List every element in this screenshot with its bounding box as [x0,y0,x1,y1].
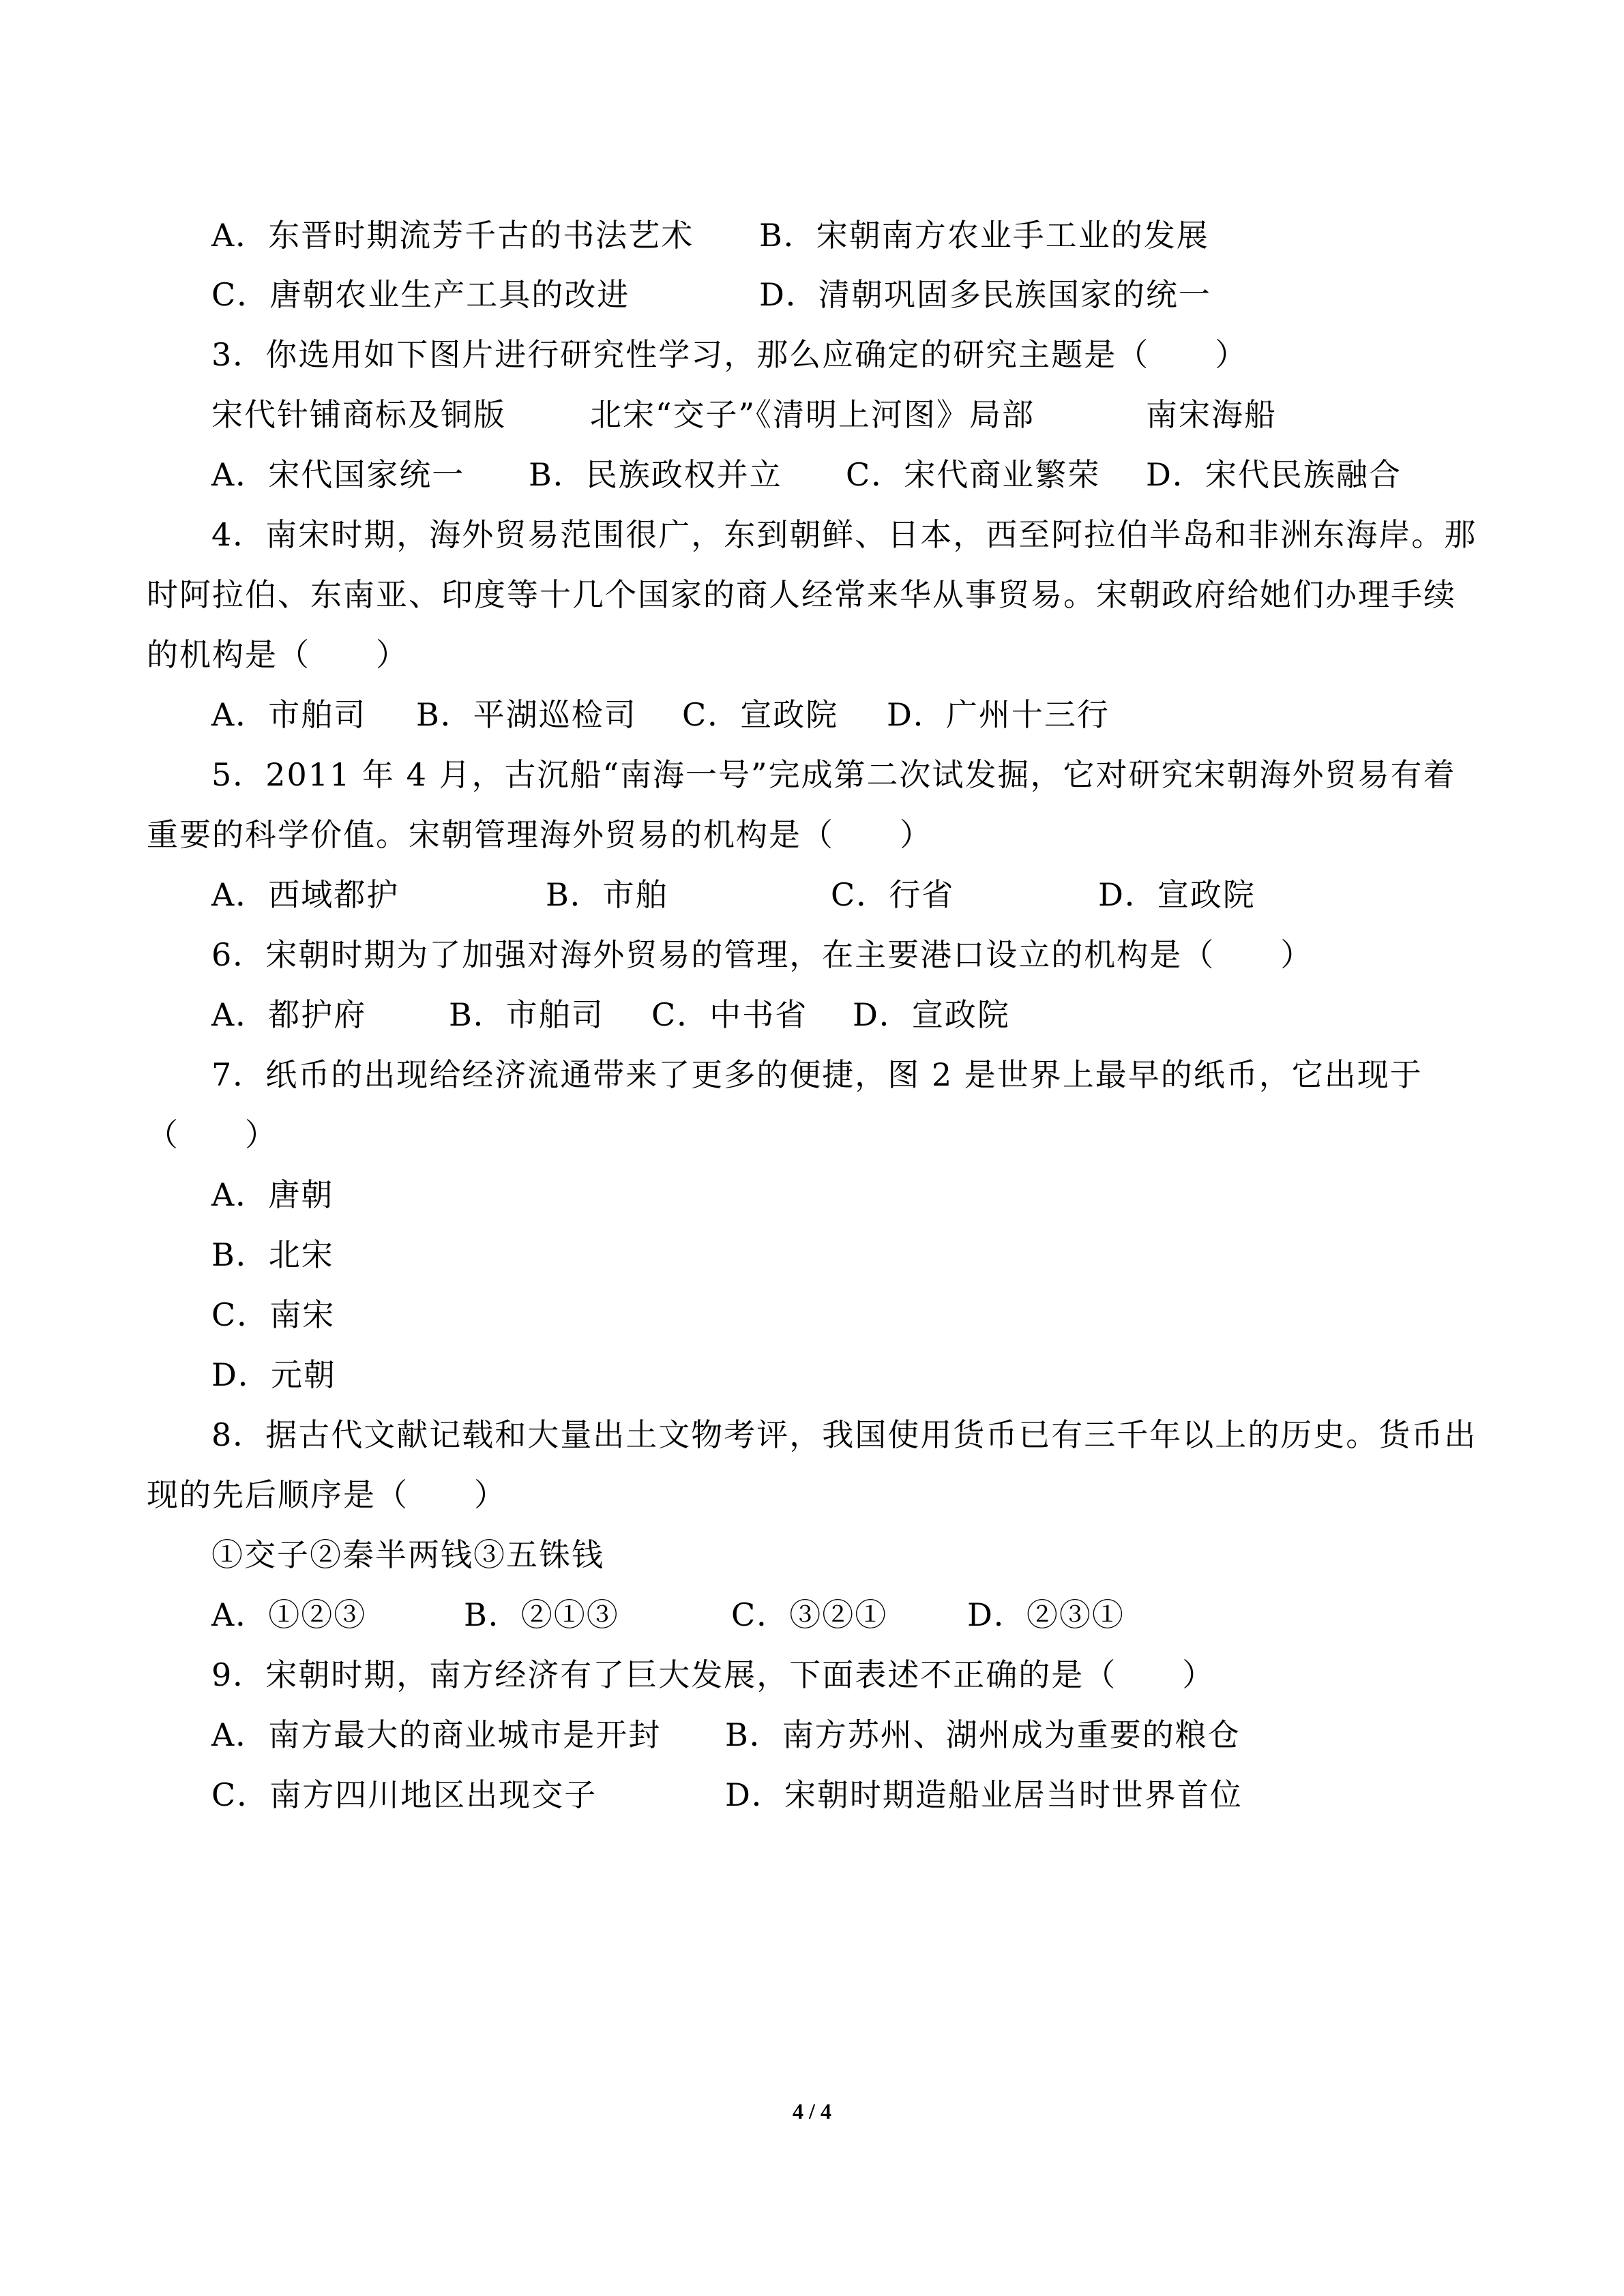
q3-image-caption-3: 南宋海船 [1146,396,1277,433]
q7-option-b: B．北宋 [211,1236,334,1273]
q9-option-d: D．宋朝时期造船业居当时世界首位 [725,1776,1243,1813]
q4-option-d: D．广州十三行 [887,696,1110,733]
q3-image-caption-1: 宋代针铺商标及铜版 [211,396,506,433]
q5-stem-line-2: 重要的科学价值。宋朝管理海外贸易的机构是（ ） [147,816,932,853]
q3-option-c: C．宋代商业繁荣 [846,456,1101,493]
q3-option-d: D．宋代民族融合 [1146,456,1402,493]
q8-items: ①交子②秦半两钱③五铢钱 [211,1536,604,1573]
q4-option-a: A．市舶司 [211,696,367,733]
q6-option-b: B．市舶司 [449,996,604,1033]
q7-option-a: A．唐朝 [211,1176,334,1213]
q5-option-c: C．行省 [831,876,955,913]
q3-stem: 3．你选用如下图片进行研究性学习，那么应确定的研究主题是（ ） [211,336,1248,373]
q8-option-d: D．②③① [967,1596,1125,1633]
q6-stem: 6．宋朝时期为了加强对海外贸易的管理，在主要港口设立的机构是（ ） [211,936,1314,973]
q5-option-d: D．宣政院 [1098,876,1256,913]
q4-option-c: C．宣政院 [682,696,839,733]
q3-image-caption-2: 北宋“交子”《清明上河图》局部 [590,396,1035,433]
q6-option-d: D．宣政院 [853,996,1010,1033]
q5-stem-line-1: 5．2011 年 4 月，古沉船“南海一号”完成第二次试发掘，它对研究宋朝海外贸易有着 [211,756,1456,793]
q8-stem-line-1: 8．据古代文献记载和大量出土文物考评，我国使用货币已有三千年以上的历史。货币出 [211,1416,1477,1453]
q4-stem-line-2: 时阿拉伯、东南亚、印度等十几个国家的商人经常来华从事贸易。宋朝政府给她们办理手续 [147,576,1456,613]
q8-option-c: C．③②① [731,1596,888,1633]
q4-option-b: B．平湖巡检司 [416,696,637,733]
q7-option-c: C．南宋 [211,1296,336,1333]
q8-stem-line-2: 现的先后顺序是（ ） [147,1476,507,1513]
q7-option-d: D．元朝 [211,1356,336,1393]
q3-option-a: A．宋代国家统一 [211,456,465,493]
q6-option-a: A．都护府 [211,996,367,1033]
q8-option-a: A．①②③ [211,1596,367,1633]
q4-stem-line-3: 的机构是（ ） [147,636,409,673]
q5-option-a: A．西域都护 [211,876,400,913]
q9-stem: 9．宋朝时期，南方经济有了巨大发展，下面表述不正确的是（ ） [211,1656,1215,1693]
q2-option-d: D．清朝巩固多民族国家的统一 [759,276,1211,313]
q9-option-b: B．南方苏州、湖州成为重要的粮仓 [725,1716,1241,1753]
q3-option-b: B．民族政权并立 [529,456,782,493]
q6-option-c: C．中书省 [651,996,808,1033]
q4-stem-line-1: 4．南宋时期，海外贸易范围很广，东到朝鲜、日本，西至阿拉伯半岛和非洲东海岸。那 [211,516,1477,553]
q2-option-c: C．唐朝农业生产工具的改进 [211,276,630,313]
q2-option-a: A．东晋时期流芳千古的书法艺术 [211,217,694,254]
q7-stem-line-1: 7．纸币的出现给经济流通带来了更多的便捷，图 2 是世界上最早的纸币，它出现于 [211,1056,1423,1093]
page-number: 4 / 4 [793,2099,831,2123]
q2-option-b: B．宋朝南方农业手工业的发展 [759,217,1209,254]
q9-option-a: A．南方最大的商业城市是开封 [211,1716,662,1753]
q8-option-b: B．②①③ [464,1596,619,1633]
q9-option-c: C．南方四川地区出现交子 [211,1776,597,1813]
q5-option-b: B．市舶 [546,876,668,913]
q7-stem-line-2: （ ） [147,1116,278,1153]
